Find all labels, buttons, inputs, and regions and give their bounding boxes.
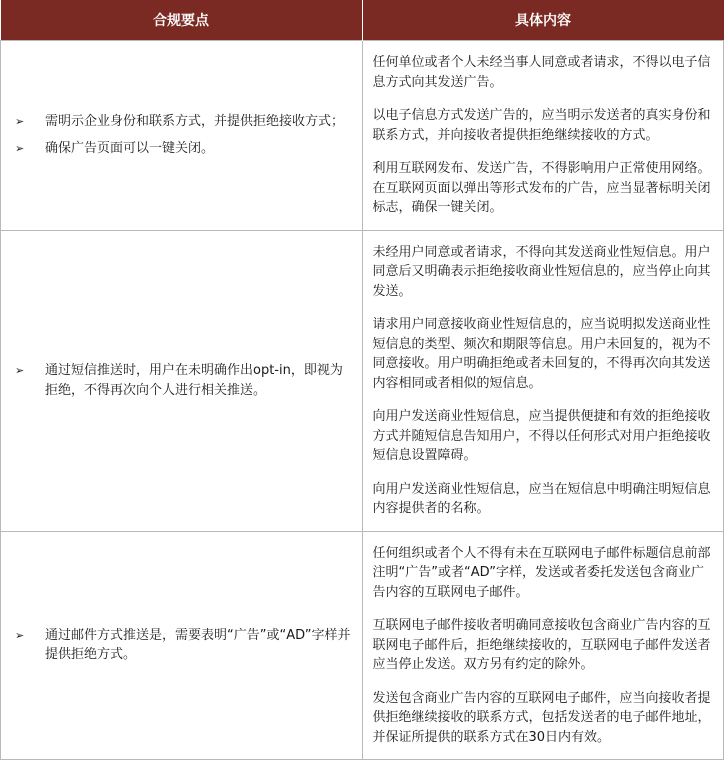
compliance-points-cell [1, 230, 363, 531]
arrow-bullet-icon: ➢ [15, 114, 25, 128]
point-text: 需明示企业身份和联系方式，并提供拒绝接收方式； [45, 113, 345, 129]
arrow-bullet-icon: ➢ [15, 364, 25, 377]
point-text: 确保广告页面可以一键关闭。 [45, 141, 215, 157]
table-row [1, 41, 724, 231]
point-text: 通过邮件方式推送是，需要表明“广告”或“AD”字样并提供拒绝方式。 [45, 627, 351, 663]
detail-paragraph: 利用互联网发布、发送广告，不得影响用户正常使用网络。在互联网页面以弹出等形式发布的广告，应当显著标明关闭标志，确保一键关闭。 [372, 161, 711, 215]
compliance-points-cell [1, 531, 363, 760]
details-cell [362, 531, 724, 760]
detail-paragraph: 以电子信息方式发送广告的，应当明示发送者的真实身份和联系方式，并向接收者提供拒绝继续接收的方式。 [372, 108, 711, 143]
bullet-item [11, 112, 352, 132]
detail-paragraph: 发送包含商业广告内容的互联网电子邮件，应当向接收者提供拒绝继续接收的联系方式，包括发送者的电子邮件地址，并保证所提供的联系方式在30日内有效。 [372, 690, 711, 745]
arrow-bullet-icon: ➢ [15, 142, 25, 156]
bullet-item [11, 361, 352, 400]
bullet-item [11, 139, 352, 159]
header-row [1, 0, 724, 41]
header-specific-content: 具体内容 [362, 0, 724, 41]
detail-paragraph: 请求用户同意接收商业性短信息的，应当说明拟发送商业性短信息的类型、频次和期限等信息。用户未回复的，视为不同意接收。用户明确拒绝或者未回复的，不得再次向其发送内容相同或者相似的短信息。 [372, 317, 711, 391]
detail-paragraph: 任何组织或者个人不得有未在互联网电子邮件标题信息前部注明“广告”或者“AD”字样，发送或者委托发送包含商业广告内容的互联网电子邮件。 [372, 545, 711, 600]
arrow-bullet-icon: ➢ [15, 628, 25, 642]
bullet-item [11, 626, 352, 665]
detail-paragraph: 未经用户同意或者请求，不得向其发送商业性短信息。用户同意后又明确表示拒绝接收商业性短信息的，应当停止向其发送。 [372, 244, 711, 299]
header-compliance-points: 合规要点 [1, 0, 363, 41]
compliance-points-cell [1, 41, 363, 231]
details-cell [362, 41, 724, 231]
detail-paragraph: 互联网电子邮件接收者明确同意接收包含商业广告内容的互联网电子邮件后，拒绝继续接收的，互联网电子邮件发送者应当停止发送。双方另有约定的除外。 [372, 618, 711, 672]
table-row [1, 230, 724, 531]
detail-paragraph: 向用户发送商业性短信息，应当在短信息中明确注明短信息内容提供者的名称。 [372, 481, 711, 516]
table-row [1, 531, 724, 760]
detail-paragraph: 向用户发送商业性短信息，应当提供便捷和有效的拒绝接收方式并随短信息告知用户，不得以任何形式对用户拒绝接收短信息设置障碍。 [372, 409, 711, 463]
point-text: 通过短信推送时，用户在未明确作出opt-in，即视为拒绝，不得再次向个人进行相关推送。 [45, 363, 343, 398]
details-cell [362, 230, 724, 531]
detail-paragraph: 任何单位或者个人未经当事人同意或者请求，不得以电子信息方式向其发送广告。 [372, 55, 711, 90]
